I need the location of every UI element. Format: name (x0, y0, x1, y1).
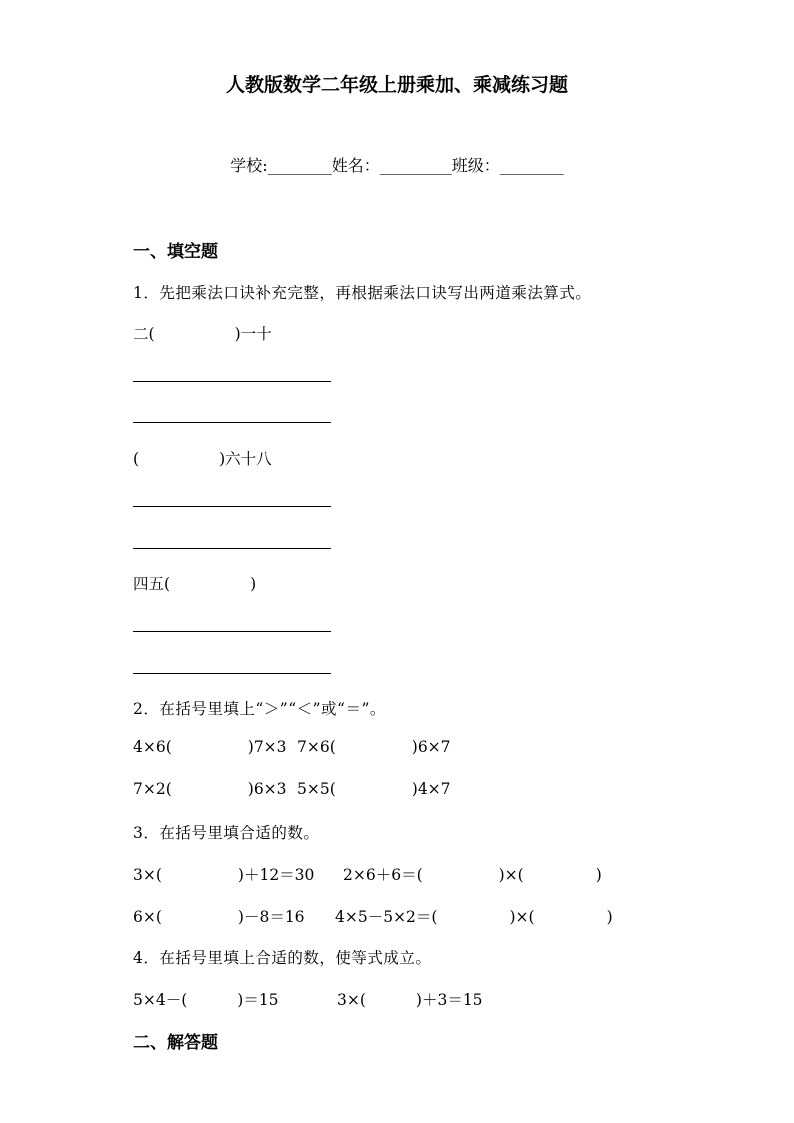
q2-row-1-a-post: )7×3 (247, 738, 287, 756)
q3-row-1-b-pre: 2×6＋6＝( (343, 866, 423, 884)
question-4-prompt: 4．在括号里填上合适的数，使等式成立。 (133, 949, 432, 967)
section-answer-questions: 二、解答题 (133, 1033, 218, 1053)
q2-row-1-b-pre: 7×6( (297, 738, 336, 756)
answer-line[interactable] (133, 381, 331, 382)
q3-row-1-b (343, 863, 602, 885)
q2-row-1-a (133, 738, 287, 756)
q4-row-1-a-post: )＝15 (237, 991, 279, 1009)
q1-item-1-post: )一十 (234, 325, 272, 343)
q2-row-2-a-post: )6×3 (247, 780, 287, 798)
q3-row-1-a-post: )＋12＝30 (237, 866, 315, 884)
q1-item-2-post: )六十八 (219, 450, 272, 468)
q2-row-2-a-pre: 7×2( (133, 780, 172, 798)
q3-row-1-b-post: ) (595, 866, 602, 884)
answer-line[interactable] (133, 631, 331, 632)
q2-row-2-b (297, 780, 451, 798)
q4-row-1-a (133, 988, 279, 1010)
q2-row-1-b-post: )6×7 (411, 738, 451, 756)
q1-item-3 (133, 572, 256, 594)
q3-row-2-b-mid: )×( (509, 908, 535, 926)
q1-item-2 (133, 447, 272, 469)
question-1-prompt: 1．先把乘法口诀补充完整，再根据乘法口诀写出两道乘法算式。 (133, 284, 592, 302)
q1-item-3-post: ) (250, 575, 257, 593)
q1-item-2-pre: ( (133, 450, 140, 468)
q4-row-1-b (337, 988, 483, 1010)
q3-row-2-a (133, 905, 305, 927)
q3-row-1-a (133, 863, 314, 885)
q2-row-1-a-pre: 4×6( (133, 738, 172, 756)
page-title: 人教版数学二年级上册乘加、乘减练习题 (225, 74, 568, 96)
q2-row-2-a (133, 780, 287, 798)
q4-row-1-b-post: )＋3＝15 (415, 991, 483, 1009)
q2-row-2-b-post: )4×7 (411, 780, 451, 798)
q3-row-2-b-pre: 4×5－5×2＝( (335, 908, 438, 926)
q3-row-2-b-post: ) (606, 908, 613, 926)
answer-line[interactable] (133, 673, 331, 674)
q3-row-2-b (335, 905, 613, 927)
answer-line[interactable] (133, 422, 331, 423)
q4-row-1-b-pre: 3×( (337, 991, 366, 1009)
student-info-line: 学校:________姓名：_________班级：________ (230, 156, 564, 175)
q2-row-2-b-pre: 5×5( (297, 780, 336, 798)
section-fill-in-blanks: 一、填空题 (133, 242, 218, 262)
q1-item-1-pre: 二( (133, 325, 155, 343)
q3-row-2-a-pre: 6×( (133, 908, 162, 926)
answer-line[interactable] (133, 506, 331, 507)
q1-item-3-pre: 四五( (133, 575, 171, 593)
q3-row-2-a-post: )－8＝16 (237, 908, 305, 926)
question-2-prompt: 2．在括号里填上“＞”“＜”或“＝”。 (133, 700, 386, 718)
q2-row-1-b (297, 738, 451, 756)
q1-item-1 (133, 322, 272, 344)
question-3-prompt: 3．在括号里填合适的数。 (133, 824, 320, 842)
q3-row-1-a-pre: 3×( (133, 866, 162, 884)
q3-row-1-b-mid: )×( (498, 866, 524, 884)
q4-row-1-a-pre: 5×4－( (133, 991, 188, 1009)
answer-line[interactable] (133, 548, 331, 549)
